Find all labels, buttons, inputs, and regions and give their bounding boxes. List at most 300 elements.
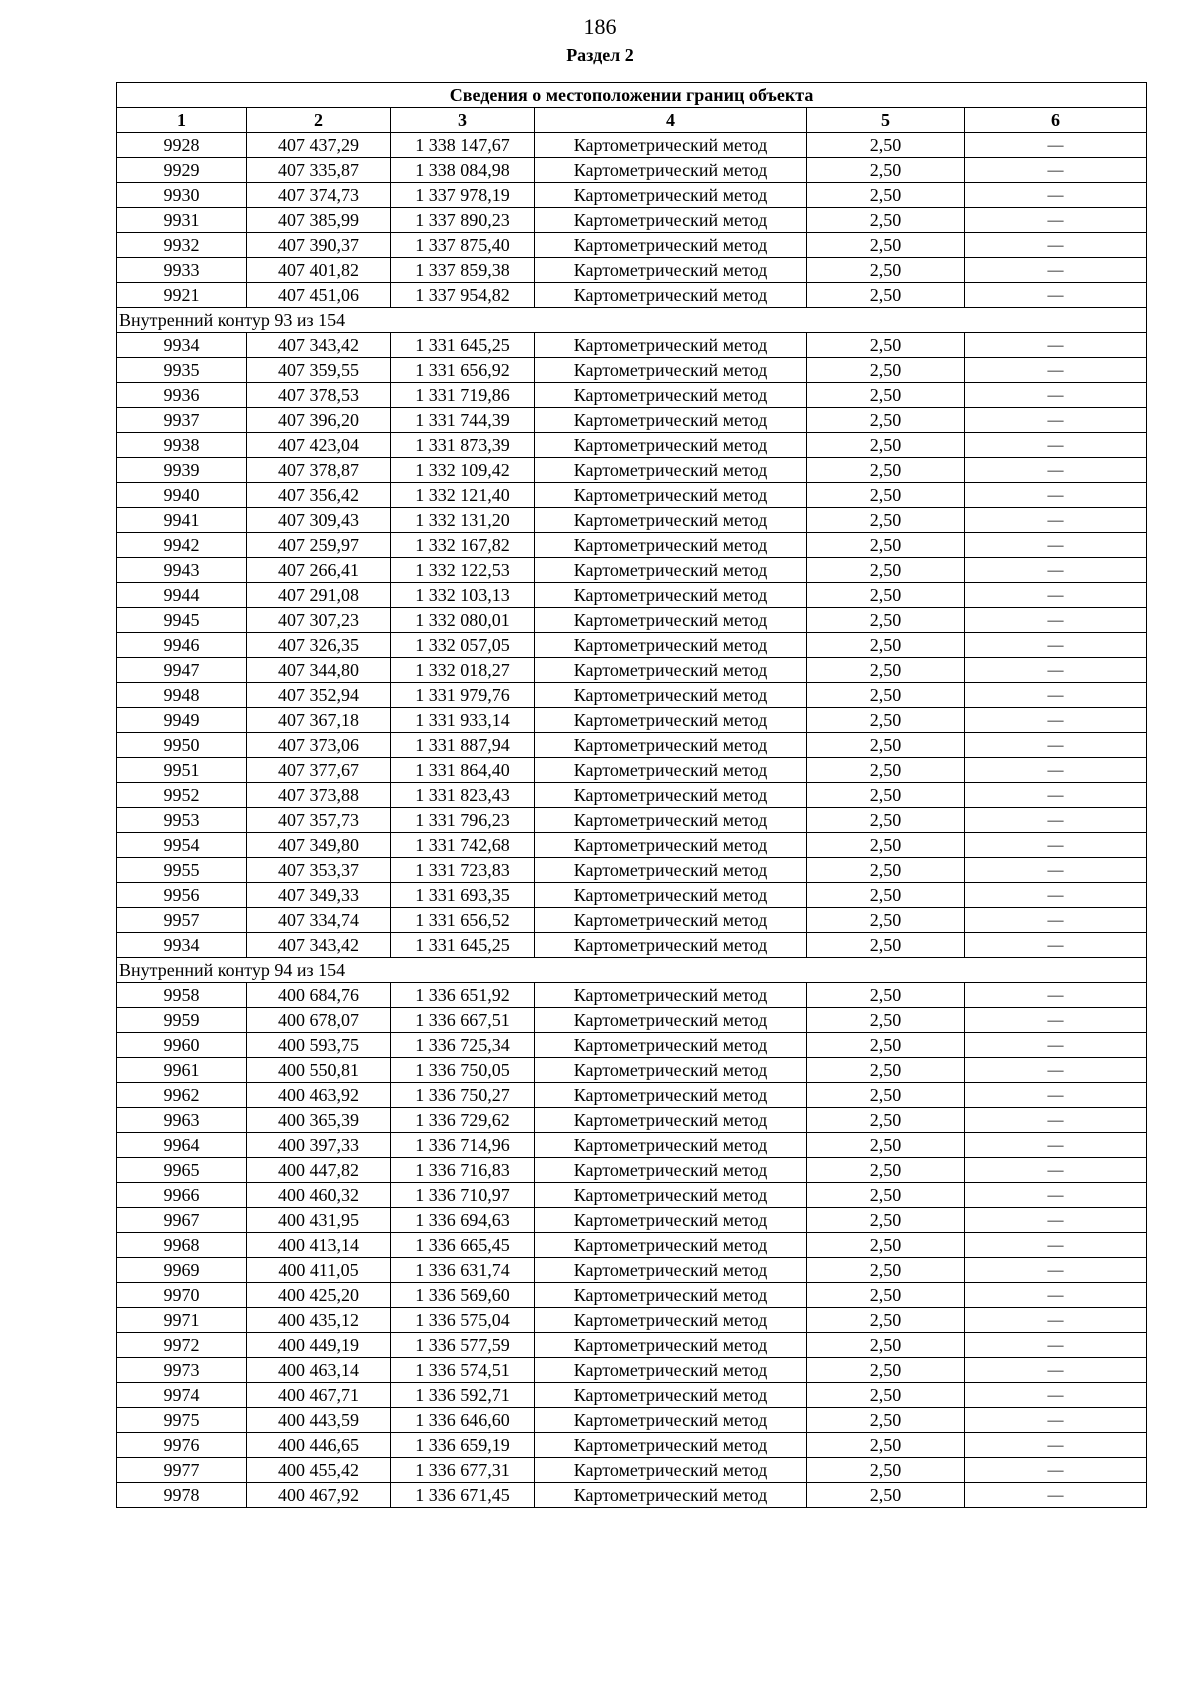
method-cell: Картометрический метод [535, 1108, 807, 1133]
y-coordinate-cell: 1 337 978,19 [391, 183, 535, 208]
point-number-cell: 9953 [117, 808, 247, 833]
table-row [117, 1108, 1147, 1133]
method-cell: Картометрический метод [535, 258, 807, 283]
table-row [117, 808, 1147, 833]
table-row [117, 1033, 1147, 1058]
x-coordinate-cell: 400 446,65 [247, 1433, 391, 1458]
description-cell: — [965, 633, 1147, 658]
y-coordinate-cell: 1 336 677,31 [391, 1458, 535, 1483]
point-number-cell: 9921 [117, 283, 247, 308]
accuracy-cell: 2,50 [807, 733, 965, 758]
x-coordinate-cell: 400 425,20 [247, 1283, 391, 1308]
x-coordinate-cell: 407 437,29 [247, 133, 391, 158]
y-coordinate-cell: 1 336 574,51 [391, 1358, 535, 1383]
table-row [117, 1433, 1147, 1458]
point-number-cell: 9956 [117, 883, 247, 908]
x-coordinate-cell: 407 373,06 [247, 733, 391, 758]
description-cell: — [965, 1433, 1147, 1458]
accuracy-cell: 2,50 [807, 483, 965, 508]
description-cell: — [965, 1458, 1147, 1483]
y-coordinate-cell: 1 331 719,86 [391, 383, 535, 408]
column-header-2: 2 [247, 108, 391, 133]
description-cell: — [965, 1158, 1147, 1183]
description-cell: — [965, 558, 1147, 583]
point-number-cell: 9936 [117, 383, 247, 408]
accuracy-cell: 2,50 [807, 1258, 965, 1283]
x-coordinate-cell: 400 467,92 [247, 1483, 391, 1508]
accuracy-cell: 2,50 [807, 1108, 965, 1133]
y-coordinate-cell: 1 331 656,92 [391, 358, 535, 383]
y-coordinate-cell: 1 336 671,45 [391, 1483, 535, 1508]
table-row [117, 1283, 1147, 1308]
point-number-cell: 9955 [117, 858, 247, 883]
y-coordinate-cell: 1 336 569,60 [391, 1283, 535, 1308]
table-body [117, 133, 1147, 1508]
method-cell: Картометрический метод [535, 508, 807, 533]
table-row [117, 733, 1147, 758]
point-number-cell: 9954 [117, 833, 247, 858]
accuracy-cell: 2,50 [807, 1183, 965, 1208]
column-header-1: 1 [117, 108, 247, 133]
accuracy-cell: 2,50 [807, 1083, 965, 1108]
table-row [117, 1308, 1147, 1333]
method-cell: Картометрический метод [535, 1308, 807, 1333]
description-cell: — [965, 433, 1147, 458]
method-cell: Картометрический метод [535, 1283, 807, 1308]
x-coordinate-cell: 407 344,80 [247, 658, 391, 683]
table-row [117, 333, 1147, 358]
accuracy-cell: 2,50 [807, 1358, 965, 1383]
y-coordinate-cell: 1 331 645,25 [391, 333, 535, 358]
description-cell: — [965, 458, 1147, 483]
method-cell: Картометрический метод [535, 433, 807, 458]
y-coordinate-cell: 1 331 656,52 [391, 908, 535, 933]
method-cell: Картометрический метод [535, 1258, 807, 1283]
method-cell: Картометрический метод [535, 158, 807, 183]
method-cell: Картометрический метод [535, 233, 807, 258]
description-cell: — [965, 1283, 1147, 1308]
table-row [117, 1008, 1147, 1033]
x-coordinate-cell: 407 343,42 [247, 933, 391, 958]
accuracy-cell: 2,50 [807, 833, 965, 858]
y-coordinate-cell: 1 336 592,71 [391, 1383, 535, 1408]
accuracy-cell: 2,50 [807, 158, 965, 183]
x-coordinate-cell: 400 467,71 [247, 1383, 391, 1408]
method-cell: Картометрический метод [535, 333, 807, 358]
x-coordinate-cell: 407 377,67 [247, 758, 391, 783]
description-cell: — [965, 983, 1147, 1008]
method-cell: Картометрический метод [535, 933, 807, 958]
point-number-cell: 9975 [117, 1408, 247, 1433]
description-cell: — [965, 1083, 1147, 1108]
y-coordinate-cell: 1 331 723,83 [391, 858, 535, 883]
description-cell: — [965, 1108, 1147, 1133]
x-coordinate-cell: 407 335,87 [247, 158, 391, 183]
x-coordinate-cell: 400 411,05 [247, 1258, 391, 1283]
boundary-coordinates-table [116, 82, 1147, 1508]
y-coordinate-cell: 1 336 716,83 [391, 1158, 535, 1183]
table-row [117, 883, 1147, 908]
method-cell: Картометрический метод [535, 608, 807, 633]
point-number-cell: 9930 [117, 183, 247, 208]
x-coordinate-cell: 400 678,07 [247, 1008, 391, 1033]
description-cell: — [965, 508, 1147, 533]
table-row [117, 1133, 1147, 1158]
description-cell: — [965, 333, 1147, 358]
table-row [117, 658, 1147, 683]
x-coordinate-cell: 400 365,39 [247, 1108, 391, 1133]
accuracy-cell: 2,50 [807, 433, 965, 458]
x-coordinate-cell: 407 359,55 [247, 358, 391, 383]
table-row [117, 408, 1147, 433]
point-number-cell: 9941 [117, 508, 247, 533]
x-coordinate-cell: 407 309,43 [247, 508, 391, 533]
table-row [117, 783, 1147, 808]
point-number-cell: 9962 [117, 1083, 247, 1108]
description-cell: — [965, 483, 1147, 508]
page-number: 186 [583, 14, 617, 39]
description-cell: — [965, 658, 1147, 683]
method-cell: Картометрический метод [535, 533, 807, 558]
point-number-cell: 9961 [117, 1058, 247, 1083]
x-coordinate-cell: 407 349,80 [247, 833, 391, 858]
table-row [117, 1383, 1147, 1408]
table-row [117, 1458, 1147, 1483]
table-row [117, 508, 1147, 533]
accuracy-cell: 2,50 [807, 1158, 965, 1183]
method-cell: Картометрический метод [535, 1233, 807, 1258]
accuracy-cell: 2,50 [807, 508, 965, 533]
column-header-3: 3 [391, 108, 535, 133]
table-row [117, 758, 1147, 783]
x-coordinate-cell: 407 390,37 [247, 233, 391, 258]
table-row [117, 133, 1147, 158]
section-title: Раздел 2 [566, 45, 634, 65]
point-number-cell: 9958 [117, 983, 247, 1008]
x-coordinate-cell: 407 423,04 [247, 433, 391, 458]
description-cell: — [965, 1033, 1147, 1058]
y-coordinate-cell: 1 336 710,97 [391, 1183, 535, 1208]
accuracy-cell: 2,50 [807, 858, 965, 883]
method-cell: Картометрический метод [535, 208, 807, 233]
description-cell: — [965, 858, 1147, 883]
description-cell: — [965, 883, 1147, 908]
y-coordinate-cell: 1 331 887,94 [391, 733, 535, 758]
table-row [117, 1083, 1147, 1108]
y-coordinate-cell: 1 336 750,05 [391, 1058, 535, 1083]
point-number-cell: 9966 [117, 1183, 247, 1208]
y-coordinate-cell: 1 338 147,67 [391, 133, 535, 158]
point-number-cell: 9935 [117, 358, 247, 383]
description-cell: — [965, 1008, 1147, 1033]
table-row [117, 1233, 1147, 1258]
x-coordinate-cell: 407 357,73 [247, 808, 391, 833]
method-cell: Картометрический метод [535, 1208, 807, 1233]
x-coordinate-cell: 400 397,33 [247, 1133, 391, 1158]
description-cell: — [965, 183, 1147, 208]
method-cell: Картометрический метод [535, 708, 807, 733]
point-number-cell: 9976 [117, 1433, 247, 1458]
x-coordinate-cell: 407 374,73 [247, 183, 391, 208]
accuracy-cell: 2,50 [807, 1033, 965, 1058]
description-cell: — [965, 783, 1147, 808]
x-coordinate-cell: 407 385,99 [247, 208, 391, 233]
point-number-cell: 9960 [117, 1033, 247, 1058]
contour-subheader-row [117, 958, 1147, 983]
table-row [117, 1158, 1147, 1183]
x-coordinate-cell: 407 373,88 [247, 783, 391, 808]
table-row [117, 1358, 1147, 1383]
description-cell: — [965, 533, 1147, 558]
y-coordinate-cell: 1 336 729,62 [391, 1108, 535, 1133]
y-coordinate-cell: 1 332 018,27 [391, 658, 535, 683]
point-number-cell: 9952 [117, 783, 247, 808]
accuracy-cell: 2,50 [807, 758, 965, 783]
point-number-cell: 9939 [117, 458, 247, 483]
method-cell: Картометрический метод [535, 1083, 807, 1108]
y-coordinate-cell: 1 338 084,98 [391, 158, 535, 183]
description-cell: — [965, 133, 1147, 158]
description-cell: — [965, 1358, 1147, 1383]
y-coordinate-cell: 1 336 694,63 [391, 1208, 535, 1233]
point-number-cell: 9942 [117, 533, 247, 558]
y-coordinate-cell: 1 337 954,82 [391, 283, 535, 308]
accuracy-cell: 2,50 [807, 933, 965, 958]
point-number-cell: 9957 [117, 908, 247, 933]
contour-subheader-row [117, 308, 1147, 333]
description-cell: — [965, 833, 1147, 858]
y-coordinate-cell: 1 336 659,19 [391, 1433, 535, 1458]
table-row [117, 483, 1147, 508]
method-cell: Картометрический метод [535, 183, 807, 208]
method-cell: Картометрический метод [535, 983, 807, 1008]
method-cell: Картометрический метод [535, 783, 807, 808]
accuracy-cell: 2,50 [807, 458, 965, 483]
y-coordinate-cell: 1 332 057,05 [391, 633, 535, 658]
point-number-cell: 9978 [117, 1483, 247, 1508]
table-row [117, 383, 1147, 408]
table-row [117, 283, 1147, 308]
method-cell: Картометрический метод [535, 558, 807, 583]
x-coordinate-cell: 400 443,59 [247, 1408, 391, 1433]
method-cell: Картометрический метод [535, 383, 807, 408]
description-cell: — [965, 708, 1147, 733]
y-coordinate-cell: 1 336 750,27 [391, 1083, 535, 1108]
table-row [117, 608, 1147, 633]
y-coordinate-cell: 1 336 667,51 [391, 1008, 535, 1033]
description-cell: — [965, 1258, 1147, 1283]
x-coordinate-cell: 407 378,53 [247, 383, 391, 408]
table-row [117, 158, 1147, 183]
accuracy-cell: 2,50 [807, 808, 965, 833]
accuracy-cell: 2,50 [807, 333, 965, 358]
method-cell: Картометрический метод [535, 1183, 807, 1208]
x-coordinate-cell: 407 367,18 [247, 708, 391, 733]
method-cell: Картометрический метод [535, 408, 807, 433]
y-coordinate-cell: 1 331 823,43 [391, 783, 535, 808]
description-cell: — [965, 733, 1147, 758]
y-coordinate-cell: 1 337 890,23 [391, 208, 535, 233]
y-coordinate-cell: 1 331 744,39 [391, 408, 535, 433]
y-coordinate-cell: 1 336 665,45 [391, 1233, 535, 1258]
contour-subheader: Внутренний контур 93 из 154 [117, 308, 535, 333]
y-coordinate-cell: 1 337 859,38 [391, 258, 535, 283]
point-number-cell: 9969 [117, 1258, 247, 1283]
x-coordinate-cell: 407 334,74 [247, 908, 391, 933]
method-cell: Картометрический метод [535, 483, 807, 508]
x-coordinate-cell: 407 291,08 [247, 583, 391, 608]
method-cell: Картометрический метод [535, 1408, 807, 1433]
accuracy-cell: 2,50 [807, 183, 965, 208]
description-cell: — [965, 1383, 1147, 1408]
description-cell: — [965, 383, 1147, 408]
description-cell: — [965, 208, 1147, 233]
x-coordinate-cell: 400 447,82 [247, 1158, 391, 1183]
point-number-cell: 9948 [117, 683, 247, 708]
description-cell: — [965, 1333, 1147, 1358]
accuracy-cell: 2,50 [807, 533, 965, 558]
table-row [117, 633, 1147, 658]
accuracy-cell: 2,50 [807, 133, 965, 158]
method-cell: Картометрический метод [535, 1458, 807, 1483]
accuracy-cell: 2,50 [807, 1008, 965, 1033]
table-row [117, 558, 1147, 583]
accuracy-cell: 2,50 [807, 983, 965, 1008]
method-cell: Картометрический метод [535, 883, 807, 908]
table-row [117, 983, 1147, 1008]
description-cell: — [965, 1233, 1147, 1258]
y-coordinate-cell: 1 331 979,76 [391, 683, 535, 708]
method-cell: Картометрический метод [535, 458, 807, 483]
method-cell: Картометрический метод [535, 1158, 807, 1183]
description-cell: — [965, 408, 1147, 433]
accuracy-cell: 2,50 [807, 258, 965, 283]
column-header-4: 4 [535, 108, 807, 133]
table-row [117, 1183, 1147, 1208]
x-coordinate-cell: 407 259,97 [247, 533, 391, 558]
accuracy-cell: 2,50 [807, 208, 965, 233]
point-number-cell: 9938 [117, 433, 247, 458]
point-number-cell: 9972 [117, 1333, 247, 1358]
x-coordinate-cell: 407 349,33 [247, 883, 391, 908]
x-coordinate-cell: 400 684,76 [247, 983, 391, 1008]
description-cell: — [965, 583, 1147, 608]
accuracy-cell: 2,50 [807, 408, 965, 433]
point-number-cell: 9944 [117, 583, 247, 608]
method-cell: Картометрический метод [535, 583, 807, 608]
x-coordinate-cell: 407 353,37 [247, 858, 391, 883]
contour-subheader: Внутренний контур 94 из 154 [117, 958, 535, 983]
method-cell: Картометрический метод [535, 283, 807, 308]
method-cell: Картометрический метод [535, 683, 807, 708]
point-number-cell: 9945 [117, 608, 247, 633]
y-coordinate-cell: 1 332 131,20 [391, 508, 535, 533]
description-cell: — [965, 1408, 1147, 1433]
y-coordinate-cell: 1 332 109,42 [391, 458, 535, 483]
table-row [117, 1333, 1147, 1358]
point-number-cell: 9950 [117, 733, 247, 758]
table-row [117, 858, 1147, 883]
accuracy-cell: 2,50 [807, 1408, 965, 1433]
table-row [117, 208, 1147, 233]
y-coordinate-cell: 1 332 080,01 [391, 608, 535, 633]
table-row [117, 183, 1147, 208]
method-cell: Картометрический метод [535, 1358, 807, 1383]
y-coordinate-cell: 1 331 645,25 [391, 933, 535, 958]
table-row [117, 708, 1147, 733]
point-number-cell: 9940 [117, 483, 247, 508]
description-cell: — [965, 233, 1147, 258]
x-coordinate-cell: 400 460,32 [247, 1183, 391, 1208]
y-coordinate-cell: 1 336 714,96 [391, 1133, 535, 1158]
accuracy-cell: 2,50 [807, 908, 965, 933]
table-row [117, 533, 1147, 558]
point-number-cell: 9967 [117, 1208, 247, 1233]
point-number-cell: 9970 [117, 1283, 247, 1308]
y-coordinate-cell: 1 336 651,92 [391, 983, 535, 1008]
x-coordinate-cell: 400 455,42 [247, 1458, 391, 1483]
x-coordinate-cell: 407 307,23 [247, 608, 391, 633]
description-cell: — [965, 358, 1147, 383]
x-coordinate-cell: 407 352,94 [247, 683, 391, 708]
method-cell: Картометрический метод [535, 1383, 807, 1408]
point-number-cell: 9937 [117, 408, 247, 433]
y-coordinate-cell: 1 337 875,40 [391, 233, 535, 258]
column-number-row [117, 108, 1147, 133]
point-number-cell: 9928 [117, 133, 247, 158]
x-coordinate-cell: 400 413,14 [247, 1233, 391, 1258]
description-cell: — [965, 608, 1147, 633]
table-row [117, 258, 1147, 283]
point-number-cell: 9934 [117, 933, 247, 958]
accuracy-cell: 2,50 [807, 683, 965, 708]
column-header-5: 5 [807, 108, 965, 133]
point-number-cell: 9977 [117, 1458, 247, 1483]
point-number-cell: 9933 [117, 258, 247, 283]
description-cell: — [965, 1483, 1147, 1508]
point-number-cell: 9971 [117, 1308, 247, 1333]
table-row [117, 1058, 1147, 1083]
point-number-cell: 9947 [117, 658, 247, 683]
description-cell: — [965, 1133, 1147, 1158]
method-cell: Картометрический метод [535, 1333, 807, 1358]
table-row [117, 683, 1147, 708]
accuracy-cell: 2,50 [807, 1233, 965, 1258]
table-row [117, 1208, 1147, 1233]
x-coordinate-cell: 400 463,14 [247, 1358, 391, 1383]
accuracy-cell: 2,50 [807, 233, 965, 258]
method-cell: Картометрический метод [535, 758, 807, 783]
method-cell: Картометрический метод [535, 733, 807, 758]
accuracy-cell: 2,50 [807, 1308, 965, 1333]
y-coordinate-cell: 1 336 646,60 [391, 1408, 535, 1433]
point-number-cell: 9974 [117, 1383, 247, 1408]
table-row [117, 458, 1147, 483]
column-header-6: 6 [965, 108, 1147, 133]
table-row [117, 583, 1147, 608]
accuracy-cell: 2,50 [807, 883, 965, 908]
description-cell: — [965, 1183, 1147, 1208]
x-coordinate-cell: 400 593,75 [247, 1033, 391, 1058]
description-cell: — [965, 1058, 1147, 1083]
description-cell: — [965, 908, 1147, 933]
boundary-table-container [116, 82, 1146, 1508]
table-row [117, 233, 1147, 258]
table-title-row [117, 83, 1147, 108]
accuracy-cell: 2,50 [807, 1133, 965, 1158]
x-coordinate-cell: 407 356,42 [247, 483, 391, 508]
accuracy-cell: 2,50 [807, 283, 965, 308]
